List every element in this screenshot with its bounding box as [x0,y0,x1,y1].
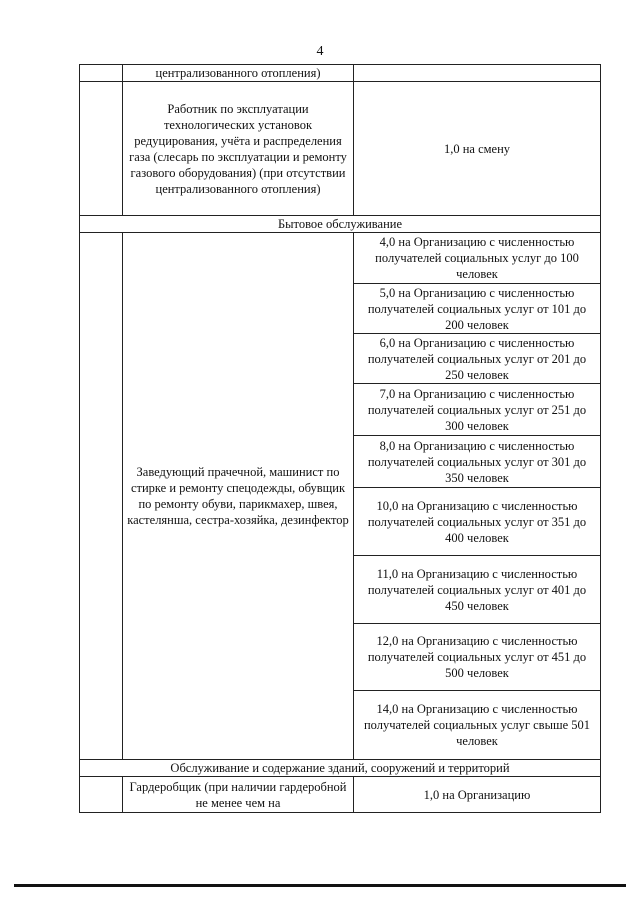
table-row [80,233,601,284]
section-heading: Обслуживание и содержание зданий, сооружений и территорий [80,760,601,777]
position-cell: Заведующий прачечной, машинист по стирке и ремонту спецодежды, обувщик по ремонту обуви, парикмахер, швея, кастелянша, сестра-хозяйка, дезинфектор [123,233,354,760]
norm-cell: 8,0 на Организацию с численностью получателей социальных услуг от 301 до 350 человек [354,436,601,488]
scan-edge-line [14,884,626,887]
norm-cell: 4,0 на Организацию с численностью получателей социальных услуг до 100 человек [354,233,601,284]
table-cell-number [80,233,123,760]
norm-cell: 14,0 на Организацию с численностью получателей социальных услуг свыше 501 человек [354,691,601,760]
norm-cell: 6,0 на Организацию с численностью получателей социальных услуг от 201 до 250 человек [354,334,601,384]
norm-cell: 12,0 на Организацию с численностью получателей социальных услуг от 451 до 500 человек [354,624,601,691]
section-row [80,760,601,777]
table-row [80,777,601,813]
norm-cell: 1,0 на смену [354,82,601,216]
position-cell: централизованного отопления) [123,65,354,82]
norm-cell [354,65,601,82]
table-cell-number [80,777,123,813]
section-row [80,216,601,233]
table-cell-number [80,65,123,82]
norm-cell: 11,0 на Организацию с численностью получателей социальных услуг от 401 до 450 человек [354,556,601,624]
position-cell: Гардеробщик (при наличии гардеробной не менее чем на [123,777,354,813]
table-row [80,65,601,82]
staffing-norms-table [79,64,601,813]
section-heading: Бытовое обслуживание [80,216,601,233]
position-cell: Работник по эксплуатации технологических установок редуцирования, учёта и распределения газа (слесарь по эксплуатации и ремонту газового оборудования) (при отсутствии централизованного отопления) [123,82,354,216]
table-cell-number [80,82,123,216]
norm-cell: 5,0 на Организацию с численностью получателей социальных услуг от 101 до 200 человек [354,284,601,334]
norm-cell: 1,0 на Организацию [354,777,601,813]
page-number: 4 [316,44,324,59]
table-row [80,82,601,216]
norm-cell: 7,0 на Организацию с численностью получателей социальных услуг от 251 до 300 человек [354,384,601,436]
norm-cell: 10,0 на Организацию с численностью получателей социальных услуг от 351 до 400 человек [354,488,601,556]
